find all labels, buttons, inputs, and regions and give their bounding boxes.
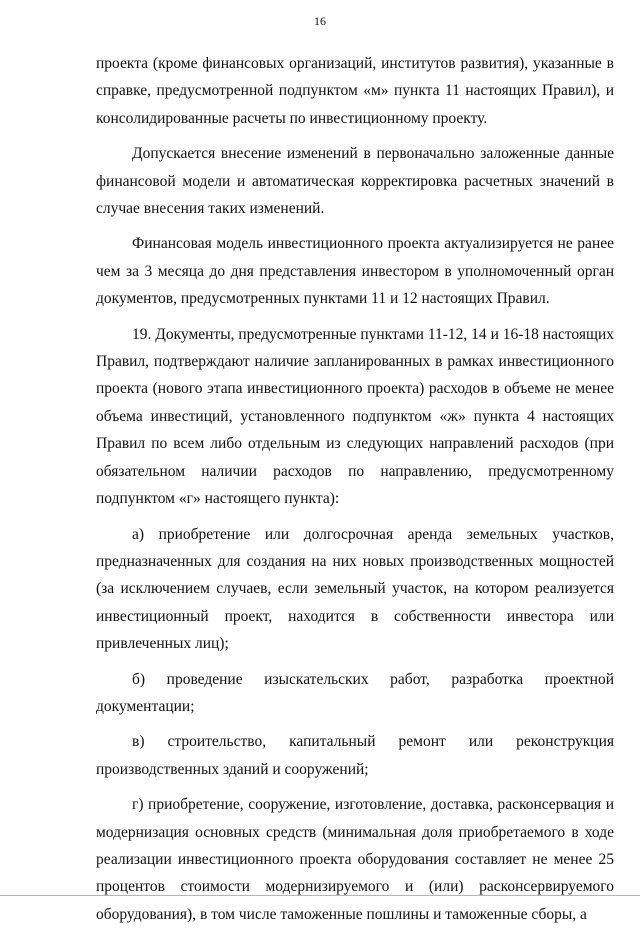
paragraph-model-update: Финансовая модель инвестиционного проекта актуализируется не ранее чем за 3 месяца до дня представления инвестором в уполномоченный орган документов, предусмотренных пунктами 11 и 12 настоящих Правил. <box>96 235 614 308</box>
paragraph-continuation: проекта (кроме финансовых организаций, институтов развития), указанные в справке, предусмотренной подпунктом «м» пункта 11 настоящих Правил), и консолидированные расчеты по инвестиционному проекту. <box>96 55 614 127</box>
subclause-a: а) приобретение или долгосрочная аренда земельных участков, предназначенных для создания на них новых производственных мощностей (за исключением случаев, если земельный участок, на котором реализуется инвестиционный проект, находится в собственности инвестора или привлеченных лиц); <box>96 525 614 653</box>
page-bottom-edge <box>0 895 640 896</box>
document-body <box>96 50 614 928</box>
paragraph-clause-19: 19. Документы, предусмотренные пунктами 11-12, 14 и 16-18 настоящих Правил, подтверждают наличие запланированных в рамках инвестиционного проекта (нового этапа инвестиционного проекта) расходов в объеме не менее объема инвестиций, установленного подпунктом «ж» пункта 4 настоящих Правил по всем либо отдельным из следующих направлений расходов (при обязательном наличии расходов по направлению, предусмотренному подпунктом «г» настоящего пункта): <box>96 325 614 508</box>
subclause-g: г) приобретение, сооружение, изготовление, доставка, расконсервация и модернизация основных средств (минимальная доля приобретаемого в ходе реализации инвестиционного проекта оборудования составляет не менее 25 процентов стоимости модернизируемого и (или) расконсервируемого оборудования), в том числе таможенные пошлины и таможенные сборы, а <box>96 796 614 923</box>
subclause-b: б) проведение изыскательских работ, разработка проектной документации; <box>96 670 614 715</box>
paragraph-model-changes: Допускается внесение изменений в первоначально заложенные данные финансовой модели и автоматическая корректировка расчетных значений в случае внесения таких изменений. <box>96 145 614 218</box>
page-number: 16 <box>314 14 326 28</box>
subclause-v: в) строительство, капитальный ремонт или реконструкция производственных зданий и сооружений; <box>96 733 614 778</box>
